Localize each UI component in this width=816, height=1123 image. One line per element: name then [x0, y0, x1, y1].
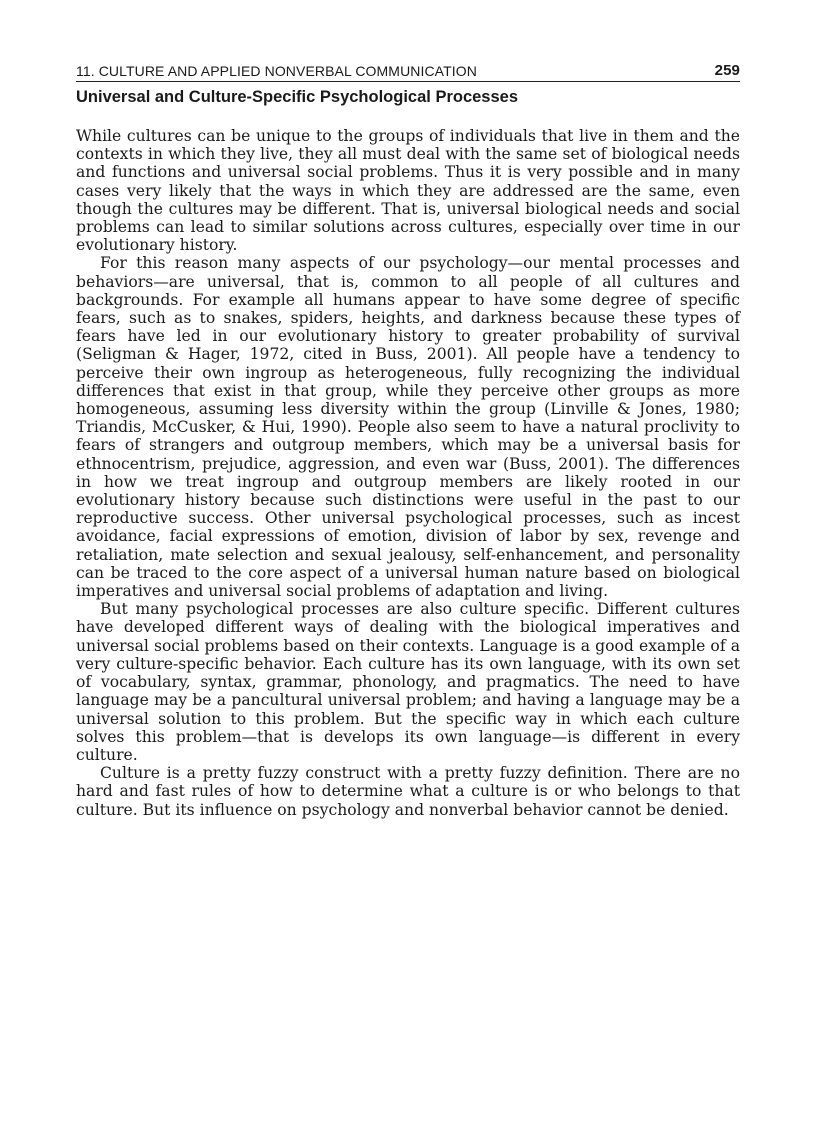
paragraph: While cultures can be unique to the groups of individuals that live in them and the contexts in which they live, they all must deal with the same set of biological needs and functions and universal social problems. Thus it is very possible and in many cases very likely that the ways in which they are addressed are the same, even though the cultures may be different. That is, universal biological needs and social problems can lead to similar solutions across cultures, especially over time in our evolutionary history. [76, 127, 740, 255]
running-header [76, 62, 740, 82]
chapter-title: 11. CULTURE AND APPLIED NONVERBAL COMMUNICATION [76, 63, 477, 79]
paragraph: Culture is a pretty fuzzy construct with a pretty fuzzy definition. There are no hard and fast rules of how to determine what a culture is or who belongs to that culture. But its influence on psychology and nonverbal behavior cannot be denied. [76, 764, 740, 819]
body-text [76, 127, 740, 819]
paragraph: For this reason many aspects of our psychology—our mental processes and behaviors—are universal, that is, common to all people of all cultures and backgrounds. For example all humans appear to have some degree of specific fears, such as to snakes, spiders, heights, and darkness because these types of fears have led in our evolutionary history to greater probability of survival (Seligman & Hager, 1972, cited in Buss, 2001). All people have a tendency to perceive their own ingroup as heterogeneous, fully recognizing the individual differences that exist in that group, while they perceive other groups as more homogeneous, assuming less diversity within the group (Linville & Jones, 1980; Triandis, McCusker, & Hui, 1990). People also seem to have a natural proclivity to fears of strangers and outgroup members, which may be a universal basis for ethnocentrism, prejudice, aggression, and even war (Buss, 2001). The differences in how we treat ingroup and outgroup members are likely rooted in our evolutionary history because such distinctions were useful in the past to our reproductive success. Other universal psychological processes, such as incest avoidance, facial expressions of emotion, division of labor by sex, revenge and retaliation, mate selection and sexual jealousy, self-enhancement, and personality can be traced to the core aspect of a universal human nature based on biological imperatives and universal social problems of adaptation and living. [76, 254, 740, 601]
page-number: 259 [714, 62, 740, 79]
section-heading: Universal and Culture-Specific Psychological Processes [76, 88, 519, 106]
paragraph: But many psychological processes are also culture specific. Different cultures have developed different ways of dealing with the biological imperatives and universal social problems based on their contexts. Language is a good example of a very culture-specific behavior. Each culture has its own language, with its own set of vocabulary, syntax, grammar, phonology, and pragmatics. The need to have language may be a pancultural universal problem; and having a language may be a universal solution to this problem. But the specific way in which each culture solves this problem—that is develops its own language—is different in every culture. [76, 600, 740, 764]
book-page [76, 62, 740, 819]
